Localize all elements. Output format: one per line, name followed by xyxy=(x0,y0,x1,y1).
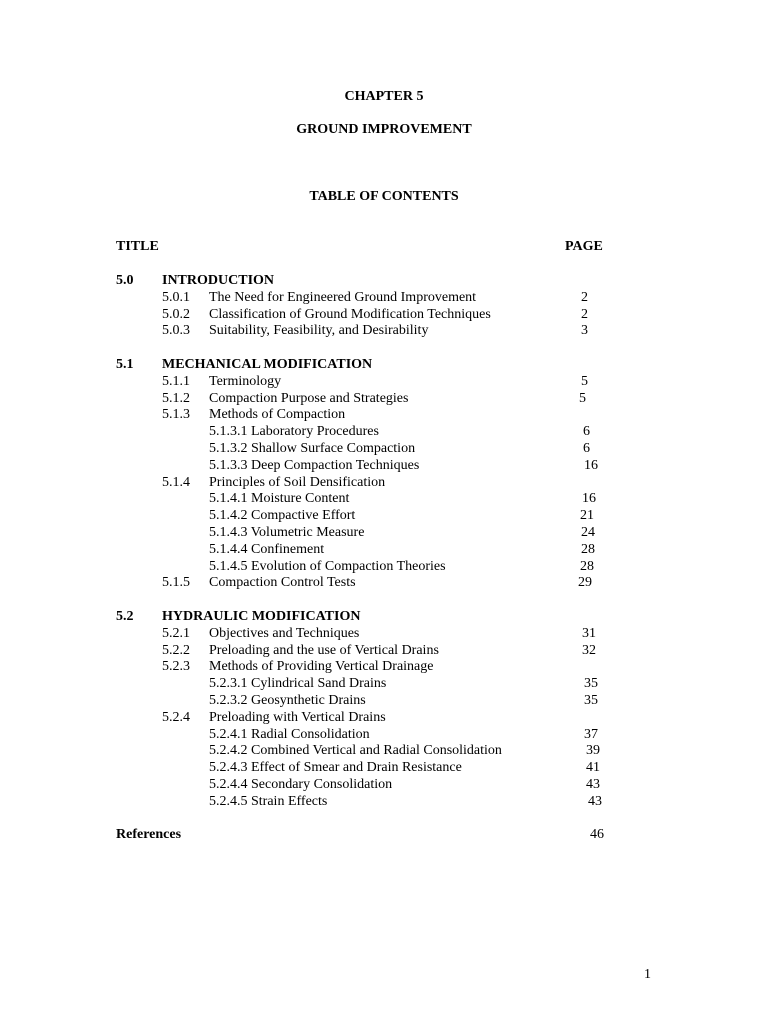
column-page-header: PAGE xyxy=(565,239,603,254)
toc-entry-page: 6 xyxy=(583,441,590,456)
toc-entry-title: The Need for Engineered Ground Improvement xyxy=(209,289,477,305)
toc-subentry-title: 5.1.4.1 Moisture Content xyxy=(209,491,350,507)
toc-entry-number: 5.1.4 xyxy=(162,474,190,490)
section-number: 5.2 xyxy=(116,609,134,624)
toc-entry-page: 5 xyxy=(581,373,588,389)
toc-entry-number: 5.2.1 xyxy=(162,625,190,641)
toc-entry-page: 35 xyxy=(584,693,598,708)
toc-subentry-title: 5.2.4.4 Secondary Consolidation xyxy=(209,777,393,792)
toc-entry-page: 39 xyxy=(586,743,600,759)
toc-entry-page: 28 xyxy=(581,541,595,557)
toc-entry-title: Compaction Control Tests xyxy=(209,575,356,591)
toc-subentry-title: 5.2.4.3 Effect of Smear and Drain Resistance xyxy=(209,760,462,776)
toc-entry-page: 41 xyxy=(586,760,600,776)
toc-subentry-title: 5.1.3.1 Laboratory Procedures xyxy=(209,424,379,440)
toc-entry-page: 35 xyxy=(584,676,598,692)
toc-subentry-title: 5.1.4.4 Confinement xyxy=(209,541,325,557)
toc-entry-page: 2 xyxy=(581,306,588,322)
toc-subentry-title: 5.1.4.5 Evolution of Compaction Theories xyxy=(209,558,446,574)
toc-entry-page: 37 xyxy=(584,726,598,742)
toc-entry-title: Principles of Soil Densification xyxy=(209,474,386,490)
toc-entry-title: Classification of Ground Modification Techniques xyxy=(209,306,491,322)
toc-entry-page: 16 xyxy=(584,457,598,473)
section-number: 5.1 xyxy=(116,357,134,372)
toc-entry-page: 29 xyxy=(578,575,592,591)
toc-subentry-title: 5.2.4.2 Combined Vertical and Radial Consolidation xyxy=(209,743,502,759)
toc-entry-page: 43 xyxy=(586,777,600,792)
section-title: HYDRAULIC MODIFICATION xyxy=(162,609,361,624)
section-number: 5.0 xyxy=(116,273,134,288)
toc-entry-page: 24 xyxy=(581,525,595,540)
column-title-header: TITLE xyxy=(116,239,159,254)
toc-subentry-title: 5.1.4.3 Volumetric Measure xyxy=(209,525,365,540)
toc-subentry-title: 5.2.3.1 Cylindrical Sand Drains xyxy=(209,676,387,692)
toc-entry-title: Methods of Providing Vertical Drainage xyxy=(209,659,434,675)
toc-entry-page: 21 xyxy=(580,508,594,524)
toc-entry-number: 5.2.3 xyxy=(162,659,190,675)
toc-entry-number: 5.1.5 xyxy=(162,575,190,591)
section-title: INTRODUCTION xyxy=(162,273,275,288)
toc-entry-page: 6 xyxy=(583,424,590,440)
toc-entry-number: 5.2.2 xyxy=(162,642,190,658)
toc-entry-page: 28 xyxy=(580,558,594,574)
references-title: References xyxy=(116,827,182,842)
toc-entry-number: 5.2.4 xyxy=(162,709,190,725)
toc-entry-page: 16 xyxy=(582,491,596,507)
toc-entry-title: Compaction Purpose and Strategies xyxy=(209,390,409,406)
toc-subentry-title: 5.1.3.2 Shallow Surface Compaction xyxy=(209,441,416,456)
toc-entry-title: Objectives and Techniques xyxy=(209,625,360,641)
chapter-title: GROUND IMPROVEMENT xyxy=(296,122,472,137)
toc-entry-page: 5 xyxy=(579,390,586,406)
toc-entry-title: Preloading with Vertical Drains xyxy=(209,709,386,725)
toc-entry-title: Methods of Compaction xyxy=(209,407,346,423)
toc-subentry-title: 5.2.4.5 Strain Effects xyxy=(209,793,328,809)
references-page: 46 xyxy=(590,827,604,842)
toc-entry-number: 5.1.1 xyxy=(162,373,190,389)
toc-entry-number: 5.0.2 xyxy=(162,306,190,322)
chapter-label: CHAPTER 5 xyxy=(344,89,424,104)
toc-entry-page: 2 xyxy=(581,289,588,305)
page-number: 1 xyxy=(644,967,651,982)
toc-heading: TABLE OF CONTENTS xyxy=(309,189,459,204)
toc-entry-title: Suitability, Feasibility, and Desirability xyxy=(209,323,429,339)
toc-subentry-title: 5.2.3.2 Geosynthetic Drains xyxy=(209,693,366,708)
toc-subentry-title: 5.1.4.2 Compactive Effort xyxy=(209,508,356,524)
toc-entry-page: 43 xyxy=(588,793,602,809)
toc-entry-page: 3 xyxy=(581,323,588,339)
toc-entry-number: 5.0.3 xyxy=(162,323,190,339)
toc-entry-title: Terminology xyxy=(209,373,282,389)
toc-entry-page: 32 xyxy=(582,642,596,658)
toc-entry-page: 31 xyxy=(582,625,596,641)
toc-entry-number: 5.0.1 xyxy=(162,289,190,305)
toc-entry-number: 5.1.3 xyxy=(162,407,190,423)
toc-entry-title: Preloading and the use of Vertical Drains xyxy=(209,642,439,658)
toc-entry-number: 5.1.2 xyxy=(162,390,190,406)
section-title: MECHANICAL MODIFICATION xyxy=(162,357,373,372)
toc-subentry-title: 5.2.4.1 Radial Consolidation xyxy=(209,726,370,742)
toc-subentry-title: 5.1.3.3 Deep Compaction Techniques xyxy=(209,457,420,473)
